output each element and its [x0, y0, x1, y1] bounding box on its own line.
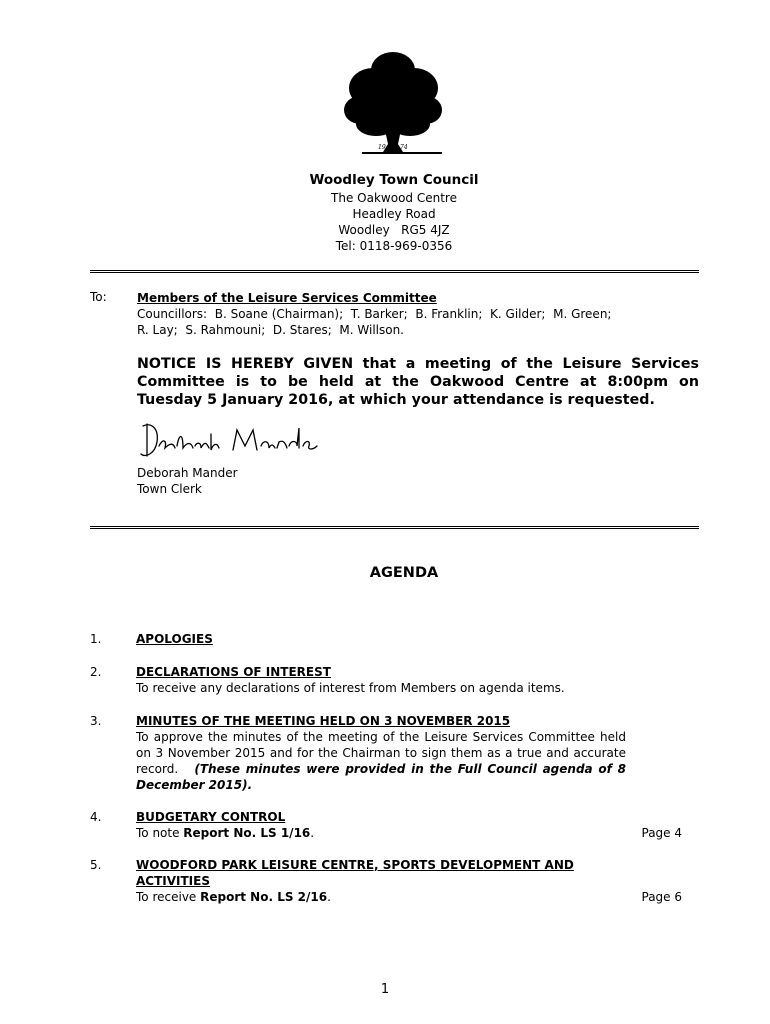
address-line-2: Headley Road	[352, 207, 436, 221]
recipients-block	[137, 290, 697, 338]
item-heading: BUDGETARY CONTROL	[136, 810, 286, 824]
councillors-line-1: Councillors: B. Soane (Chairman); T. Barker; B. Franklin; K. Gilder; M. Green;	[137, 307, 612, 321]
item-number: 2.	[90, 665, 102, 679]
address-line-3: Woodley RG5 4JZ	[338, 223, 450, 237]
item-number: 1.	[90, 632, 102, 646]
signatory-title: Town Clerk	[137, 482, 202, 496]
item-text-main: To approve the minutes of the meeting of the Leisure Services Committee held on 3 November 2015 and for the Chairman to sign them as a true and accurate record.	[136, 730, 626, 776]
item-heading-line-2: ACTIVITIES	[136, 874, 210, 888]
page-number: 1	[380, 982, 390, 997]
item-number: 5.	[90, 858, 102, 872]
tree-logo	[340, 48, 446, 160]
item-number: 3.	[90, 714, 102, 728]
item-heading-line-1: WOODFORD PARK LEISURE CENTRE, SPORTS DEVELOPMENT AND	[136, 858, 574, 872]
header-divider	[90, 270, 699, 273]
page-reference: Page 4	[641, 826, 682, 840]
signature	[137, 420, 337, 462]
logo-year-right: 74	[400, 144, 408, 151]
address-line-1: The Oakwood Centre	[331, 191, 457, 205]
item-text-prefix: To note	[136, 826, 184, 840]
page-reference: Page 6	[641, 890, 682, 904]
item-text	[136, 825, 626, 841]
to-label: To:	[90, 290, 107, 304]
notice-divider	[90, 526, 699, 529]
agenda-title: AGENDA	[369, 565, 439, 581]
item-text-suffix: .	[327, 890, 331, 904]
item-heading: APOLOGIES	[136, 632, 213, 646]
item-heading: DECLARATIONS OF INTEREST	[136, 665, 331, 679]
org-name: Woodley Town Council	[309, 172, 479, 188]
committee-name: Members of the Leisure Services Committee	[137, 291, 437, 305]
report-reference: Report No. LS 2/16	[200, 890, 328, 904]
item-heading: MINUTES OF THE MEETING HELD ON 3 NOVEMBER 2015	[136, 714, 511, 728]
item-text: To receive any declarations of interest from Members on agenda items.	[136, 681, 565, 695]
item-text-suffix: .	[310, 826, 315, 840]
item-note: (These minutes were provided in the Full Council agenda of 8 December 2015).	[136, 762, 626, 792]
councillors-line-2: R. Lay; S. Rahmouni; D. Stares; M. Willson.	[137, 323, 404, 337]
signatory-block	[137, 465, 238, 497]
telephone: Tel: 0118-969-0356	[335, 239, 453, 253]
item-number: 4.	[90, 810, 102, 824]
item-text	[136, 729, 626, 793]
logo-year-left: 19	[378, 144, 386, 151]
report-reference: Report No. LS 1/16	[183, 826, 311, 840]
item-text	[136, 889, 656, 905]
item-text-prefix: To receive	[136, 890, 201, 904]
meeting-notice: NOTICE IS HEREBY GIVEN that a meeting of the Leisure Services Committee is to be held at the Oakwood Centre at 8:00pm on Tuesday 5 January 2016, at which your attendance is requested.	[137, 356, 699, 408]
signatory-name: Deborah Mander	[137, 466, 238, 480]
